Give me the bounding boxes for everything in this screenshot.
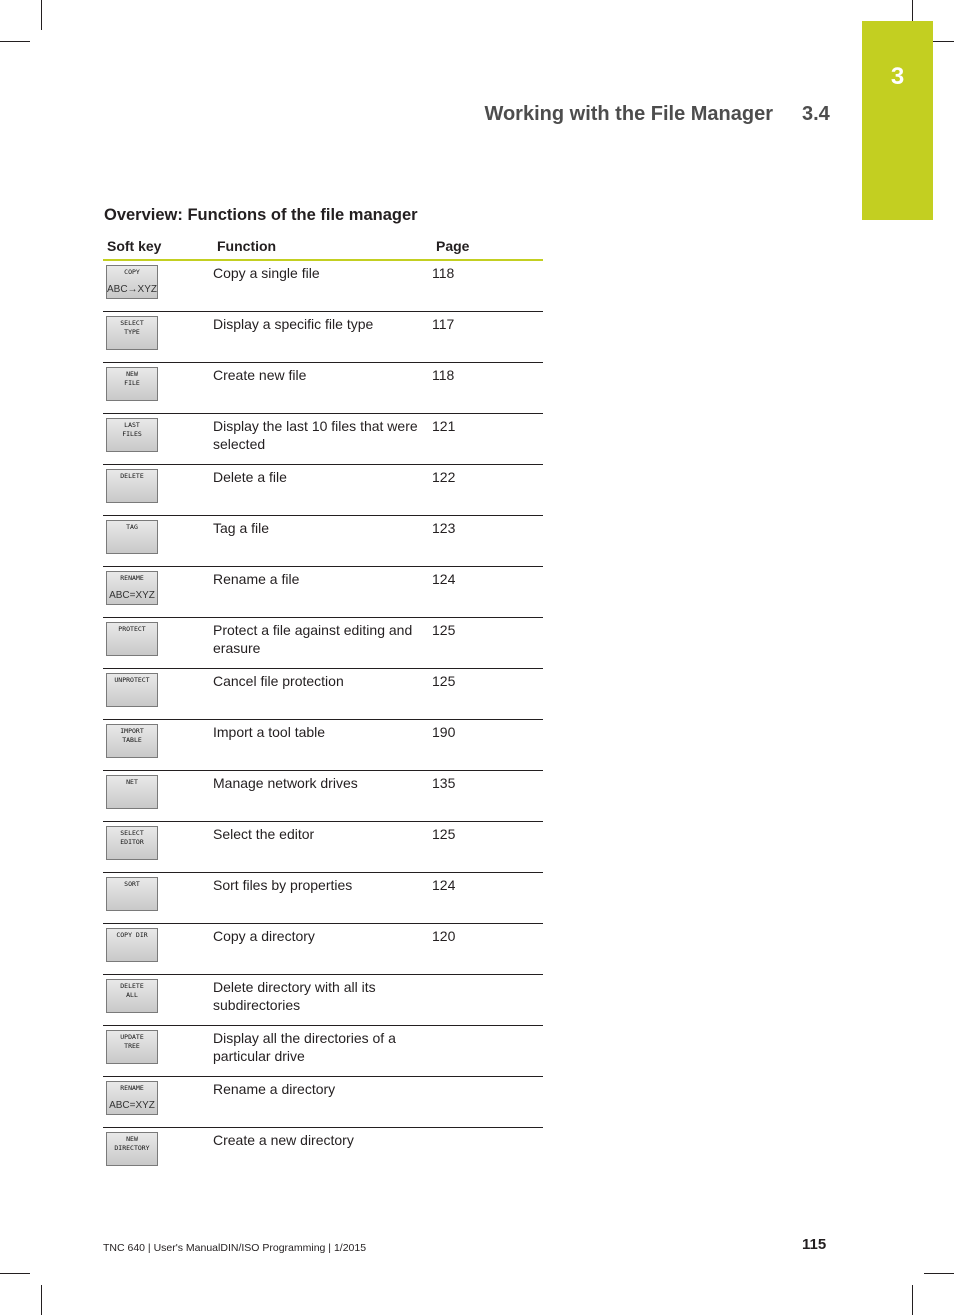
page-cell <box>432 975 543 1026</box>
softkey-cell <box>103 873 213 924</box>
softkey-button <box>106 418 158 452</box>
table-row <box>103 414 543 465</box>
function-cell: Display the last 10 files that were selected <box>213 414 432 465</box>
header-title: Working with the File Manager <box>484 103 773 125</box>
table-row <box>103 975 543 1026</box>
function-cell: Display a specific file type <box>213 312 432 363</box>
function-cell: Cancel file protection <box>213 669 432 720</box>
page-cell: 121 <box>432 414 543 465</box>
softkey-cell <box>103 260 213 312</box>
crop-mark <box>912 1285 913 1315</box>
page-cell <box>432 1077 543 1128</box>
softkey-cell <box>103 669 213 720</box>
table-row <box>103 312 543 363</box>
header-page: Page <box>432 236 543 260</box>
softkey-label: SELECT TYPE <box>120 319 144 336</box>
table-row <box>103 363 543 414</box>
function-cell: Select the editor <box>213 822 432 873</box>
softkey-button <box>106 265 158 299</box>
softkey-button <box>106 1030 158 1064</box>
chapter-tab <box>862 21 933 220</box>
table-row <box>103 669 543 720</box>
softkey-button <box>106 877 158 911</box>
softkey-button <box>106 367 158 401</box>
function-cell: Copy a single file <box>213 260 432 312</box>
page-cell: 120 <box>432 924 543 975</box>
table-row <box>103 260 543 312</box>
function-cell: Rename a directory <box>213 1077 432 1128</box>
softkey-label: LAST FILES <box>122 421 142 438</box>
softkey-cell <box>103 1077 213 1128</box>
overview-title: Overview: Functions of the file manager <box>104 206 418 224</box>
softkey-icon: ABC=XYZ <box>109 590 155 601</box>
table-row <box>103 618 543 669</box>
softkey-label: COPY DIR <box>116 931 148 939</box>
functions-table <box>103 236 543 1178</box>
softkey-cell <box>103 822 213 873</box>
softkey-button <box>106 1132 158 1166</box>
softkey-cell <box>103 567 213 618</box>
crop-mark <box>0 1273 30 1274</box>
crop-mark <box>41 1285 42 1315</box>
softkey-label: DELETE ALL <box>120 982 144 999</box>
page-cell: 117 <box>432 312 543 363</box>
softkey-cell <box>103 1128 213 1179</box>
softkey-label: COPY <box>124 268 140 276</box>
function-cell: Import a tool table <box>213 720 432 771</box>
softkey-button <box>106 622 158 656</box>
function-cell: Create a new directory <box>213 1132 354 1148</box>
footer-text: TNC 640 | User's ManualDIN/ISO Programming | 1/2015 <box>103 1242 367 1254</box>
table-row <box>103 516 543 567</box>
softkey-cell <box>103 771 213 822</box>
softkey-label: RENAME <box>120 574 144 582</box>
table-row <box>103 771 543 822</box>
softkey-button <box>106 826 158 860</box>
softkey-icon: ABC→XYZ <box>107 284 158 295</box>
table-row <box>103 567 543 618</box>
softkey-button <box>106 979 158 1013</box>
page-cell: 123 <box>432 516 543 567</box>
table-row <box>103 924 543 975</box>
page-cell: 125 <box>432 822 543 873</box>
header-softkey: Soft key <box>103 236 213 260</box>
page-cell <box>432 1026 543 1077</box>
softkey-label: DELETE <box>120 472 144 480</box>
table-row <box>103 465 543 516</box>
softkey-cell <box>103 414 213 465</box>
page-cell <box>432 1128 543 1179</box>
softkey-button <box>106 928 158 962</box>
chapter-number: 3 <box>890 63 905 90</box>
page-cell: 118 <box>432 260 543 312</box>
function-cell: Display all the directories of a particular drive <box>213 1026 432 1077</box>
function-cell: Protect a file against editing and erasure <box>213 618 432 669</box>
table-row <box>103 1026 543 1077</box>
function-cell: Create new file <box>213 363 432 414</box>
softkey-label: NET <box>126 778 138 786</box>
table-row <box>103 1077 543 1128</box>
page-cell: 124 <box>432 873 543 924</box>
softkey-button <box>106 520 158 554</box>
page-cell: 135 <box>432 771 543 822</box>
page-cell: 125 <box>432 618 543 669</box>
softkey-cell <box>103 363 213 414</box>
header-function: Function <box>213 236 432 260</box>
softkey-label: NEW DIRECTORY <box>114 1135 150 1152</box>
table-body <box>103 260 543 1178</box>
crop-mark <box>924 1273 954 1274</box>
function-cell: Sort files by properties <box>213 873 432 924</box>
softkey-label: UPDATE TREE <box>120 1033 144 1050</box>
softkey-cell <box>103 720 213 771</box>
softkey-icon: ABC=XYZ <box>109 1100 155 1111</box>
page-cell: 125 <box>432 669 543 720</box>
softkey-cell <box>103 618 213 669</box>
crop-mark <box>0 41 30 42</box>
softkey-label: NEW FILE <box>124 370 140 387</box>
softkey-button <box>106 673 158 707</box>
softkey-cell <box>103 924 213 975</box>
page-cell: 124 <box>432 567 543 618</box>
softkey-button <box>106 316 158 350</box>
crop-mark <box>41 0 42 30</box>
softkey-label: RENAME <box>120 1084 144 1092</box>
function-cell: Delete directory with all its subdirectories <box>213 975 432 1026</box>
softkey-button <box>106 775 158 809</box>
function-cell: Delete a file <box>213 465 432 516</box>
softkey-label: SELECT EDITOR <box>120 829 144 846</box>
function-cell: Rename a file <box>213 567 432 618</box>
softkey-label: UNPROTECT <box>114 676 150 684</box>
table-header-row <box>103 236 543 260</box>
table-row <box>103 873 543 924</box>
page-cell: 190 <box>432 720 543 771</box>
softkey-cell <box>103 465 213 516</box>
softkey-label: SORT <box>124 880 140 888</box>
table-row <box>103 822 543 873</box>
header-section-number: 3.4 <box>802 103 830 125</box>
table-row <box>103 720 543 771</box>
softkey-button <box>106 1081 158 1115</box>
softkey-button <box>106 724 158 758</box>
page-cell: 118 <box>432 363 543 414</box>
softkey-cell <box>103 312 213 363</box>
softkey-label: TAG <box>126 523 138 531</box>
table-row <box>103 1128 543 1179</box>
function-cell: Copy a directory <box>213 924 432 975</box>
softkey-cell <box>103 975 213 1026</box>
page-cell: 122 <box>432 465 543 516</box>
softkey-button <box>106 571 158 605</box>
softkey-cell <box>103 516 213 567</box>
softkey-cell <box>103 1026 213 1077</box>
page-number: 115 <box>802 1236 827 1253</box>
softkey-button <box>106 469 158 503</box>
softkey-label: PROTECT <box>118 625 146 633</box>
function-cell: Tag a file <box>213 516 432 567</box>
softkey-label: IMPORT TABLE <box>120 727 144 744</box>
function-cell: Manage network drives <box>213 771 432 822</box>
